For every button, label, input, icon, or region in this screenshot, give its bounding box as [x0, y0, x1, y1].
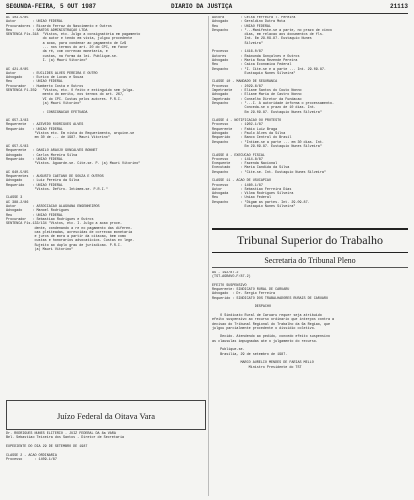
- text-line: AC 421-0/85: [6, 67, 29, 72]
- text-line: Processo : 2029-6/87: [212, 84, 263, 89]
- text-line: VI do CPC. Custas pelos autores. P.R.I.: [6, 97, 122, 102]
- tst-body-text: [212, 271, 408, 496]
- text-line: (a) Mauri Vitorino": [6, 101, 82, 106]
- text-line: Requerente : AZEVEDO RODRIGUES ALVES: [6, 123, 84, 128]
- text-line: cas pleiteadas, acrescidas de correcao monetaria: [6, 230, 133, 235]
- header-publication: DIARIO DA JUSTIÇA: [171, 3, 233, 10]
- text-line: : CONSIGNACAO EFETUADA: [6, 110, 88, 115]
- text-line: Autor : ASSOCIACAO ALAGOANA ENGENHEIROS: [6, 205, 100, 210]
- text-line: MARCO AURELIO MENDES DE FARIAS MELLO: [212, 361, 314, 366]
- text-line: Despacho : "I. Cite-se e a parte ... Int. 29.09.87.: [212, 67, 326, 72]
- text-line: EFEITO SUSPENSIVO: [212, 283, 247, 288]
- text-line: custas, na forma da lei. Publique-se.: [6, 54, 118, 59]
- text-line: Sujeito ao duplo grau de jurisdicao. P.R.I.: [6, 243, 122, 248]
- text-line: Int. Em 29.09.87. Eustaquio Nunes: [212, 37, 312, 42]
- text-line: dente, condenando a re no pagamento das diferen-: [6, 226, 133, 231]
- text-line: AC 657-3/83: [6, 119, 29, 124]
- text-line: ... nos termos do art. 20 do CPC, em favor: [6, 46, 129, 51]
- text-line: DESPACHO: [212, 305, 272, 310]
- text-line: Despacho : "Digam as partes. Int. 29.09.87.: [212, 200, 310, 205]
- text-line: Reu : UNIAO FEDERAL: [6, 213, 63, 218]
- text-line: Autora : Celsa Ferreira T. Pereira: [212, 16, 296, 20]
- text-line: I. (a) Mauri Vitorino": [6, 58, 88, 63]
- page-header: [6, 3, 408, 13]
- text-line: Requerente : Fabio Luiz Braga: [212, 127, 278, 132]
- text-line: Despacho : "...I. A autoridade informa o processamento.: [212, 101, 335, 106]
- column-divider: [208, 16, 209, 496]
- text-line: AC 657-5/83: [6, 144, 29, 149]
- text-line: Brasilia, 29 de setembro de 1987.: [212, 352, 288, 357]
- text-line: Reu : UNIAO FEDERAL: [212, 24, 272, 29]
- text-line: "Vistos. Defiro. Intimem-se. P.R.I.": [6, 187, 108, 192]
- text-line: Reu : UNIAO FEDERAL: [6, 80, 63, 85]
- text-line: Processo : 1409-1/87: [6, 458, 57, 463]
- text-line: julgou parcialmente procedente o dissidio coletivo.: [212, 326, 316, 331]
- text-line: custas e honorarios advocaticios. Custas ex lege.: [6, 239, 135, 244]
- text-line: Dr. RODRIGUES NUNES ELITERIO - JUIZ FEDERAL DA 8a VARA: [6, 432, 116, 436]
- text-line: Impetrante : Eliane Santos do Couto Nonno: [212, 89, 302, 94]
- text-line: Advogado : Paulo Alves da Silva: [212, 132, 286, 137]
- text-line: as clausulas impugnadas ate o julgamento do recurso.: [212, 339, 318, 344]
- text-line: Advogado : Maria Rosa Rezende Pereira: [212, 58, 298, 63]
- header-date: SEGUNDA-FEIRA, 5 OUT 1987: [6, 3, 97, 10]
- text-line: Despacho : "...Manifeste-se a parte, no prazo de cinco: [212, 28, 333, 33]
- text-line: Silveira": [212, 41, 263, 46]
- text-line: Despacho : "Cite-se. Int. Eustaquio Nunes Silveira": [212, 170, 326, 175]
- tst-title: Tribunal Superior do Trabalho: [237, 233, 383, 247]
- text-line: AG - 192/87.2: [212, 271, 239, 275]
- text-line: AC 640-5/85: [6, 170, 29, 175]
- header-rule: [6, 13, 408, 14]
- text-line: Em 29.09.87. Eustaquio Nunes Silveira": [212, 144, 322, 149]
- text-line: Reu : SANTOS ADMINISTRAÇAO LTDA: [6, 28, 88, 33]
- text-line: Requerente : DANILO ARAUJO GONCALVES BONNET: [6, 149, 98, 154]
- text-line: Reu : Uniao Federal: [212, 196, 272, 201]
- text-line: Requerido : SINDICATO DOS TRABALHADORES RURAIS DE CARUARU: [212, 296, 328, 301]
- text-line: mento do merito, nos termos do art. 267,: [6, 93, 125, 98]
- tst-section-header: [212, 255, 408, 268]
- header-page-number: 21113: [389, 3, 408, 10]
- text-line: Advogado : Carlos Moreira Silva: [6, 153, 78, 158]
- text-line: Eustaquio Nunes Silveira": [212, 205, 296, 210]
- text-line: Publique-se.: [212, 348, 245, 353]
- text-line: Ministro Presidente do TST: [212, 365, 302, 370]
- text-line: do autor e tendo em vista, julgou procedente: [6, 37, 133, 42]
- text-line: SENTENCA F1s.318 "Vistos, etc. Julgo a consignatória em pagamento: [6, 33, 141, 38]
- text-line: Advogado : Geraldino Dutra Mota: [212, 20, 286, 25]
- text-line: Eustaquio Nunes Silveira": [212, 71, 296, 76]
- text-line: Processo : 1902-1/87: [212, 123, 263, 128]
- text-line: Impetrado : Conselho Diretor da Fundacao: [212, 97, 302, 102]
- tst-title-box: [212, 228, 408, 253]
- text-line: SENTENCA F1s.133/134 "Vistos, etc. I. Julgo a acao proce-: [6, 222, 122, 227]
- text-line: Decido. Atendendo ao pedido, concedo efeito suspensivo: [212, 335, 331, 340]
- left-section-title: Juízo Federal da Oitava Vara: [56, 411, 156, 421]
- text-line: EXPEDIENTE DO DIA 29 DE SETEMBRO DE 1987: [6, 445, 88, 450]
- text-line: Despacho : "Intime-se a parte ... em 30 dias. Int.: [212, 140, 324, 145]
- text-line: dias, em relacao aos documentos de fls.: [212, 33, 324, 38]
- text-line: Advogado : Luiz Pereira da Silva: [6, 179, 80, 184]
- text-line: Procurador : Sebastiao Rodrigues e Outros: [6, 217, 94, 222]
- text-line: efeito suspensivo ao recurso ordinario que interpos contra a: [212, 318, 335, 323]
- left-section-box: [6, 400, 206, 430]
- text-line: Autor : EUCLIDES ALVES PEREIRA E OUTRO: [6, 71, 98, 76]
- text-line: da ré, com correcao monetaria, e: [6, 50, 108, 55]
- text-line: e juros de mora a partir da citacao, bem como: [6, 235, 127, 240]
- left-column-text: [6, 16, 206, 396]
- text-line: Requerido : UNIAO FEDERAL: [6, 183, 63, 188]
- text-line: Autor : Sebastiao Ferreira Dias: [212, 187, 292, 192]
- text-line: CLASSE 10 - MANDADO DE SEGURANCA: [212, 80, 278, 85]
- text-line: Bel. Sebastiao Teixeira dos Santos - Diretor de Secretaria: [6, 436, 125, 441]
- text-line: Processo : 1416-0/87: [212, 50, 263, 55]
- text-line: Autores : Raimunda Gonçalves e Outros: [212, 54, 300, 59]
- text-line: Procuradores : Ricardo Ferraz do Nascimento e Outros: [6, 24, 112, 29]
- text-line: Exequente : Fazenda Nacional: [212, 162, 278, 167]
- text-line: Processo : 1414-8/87: [212, 157, 263, 162]
- text-line: decisao do Tribunal Regional do Trabalho da 6a Regiao, que: [212, 322, 331, 327]
- text-line: Executado : Maria Candida da Silva: [212, 166, 290, 171]
- text-line: Requerido : Banco Central do Brasil: [212, 136, 292, 141]
- text-line: CLASSE 11 - ACAO DE USUCAPIAO: [212, 179, 272, 184]
- text-line: Advogado : Eliane Maria de Castro Nonno: [212, 93, 302, 98]
- text-line: Requerido : UNIAO FEDERAL: [6, 127, 63, 132]
- tst-section-title: Secretaria do Tribunal Pleno: [264, 256, 356, 265]
- text-line: Reu : Caixa Economica Federal: [212, 63, 292, 68]
- text-line: Advogada : Vilma Rodrigues Silveira: [212, 192, 294, 197]
- right-column-text: [212, 16, 408, 229]
- text-line: Advogado : Eurico de Lucas e Souza: [6, 76, 84, 81]
- text-line: (a) Mauri Vitorino": [6, 248, 74, 253]
- text-line: (TST-AGRAVO-F/87.2): [212, 275, 251, 280]
- text-line: SENTENCA F1.359 "Vistos, etc. O feito e extinguido sem julga-: [6, 89, 135, 94]
- text-line: CLASSE 4 - NOTIFICACAO OU PROTESTO: [212, 119, 282, 124]
- text-line: Processo : 1460-1/87: [212, 183, 263, 188]
- text-line: CLASSE 8 - EXECUCAO FISCAL: [212, 153, 265, 158]
- text-line: AC 388-2/86: [6, 200, 29, 205]
- text-line: Requerentes : AUGUSTO CAETANO DE SOUZA E OUTROS: [6, 174, 104, 179]
- text-line: Autor : UNIAO FEDERAL: [6, 20, 63, 25]
- text-line: CLASSE 2 - ACAO ORDINARIA: [6, 454, 57, 459]
- text-line: "Vistos. Aguarde-se. Cite-se. P. (a) Mauri Vitorino": [6, 162, 141, 167]
- text-line: AC 103-5/85: [6, 16, 29, 20]
- text-line: a acao, para condenar ao pagamento de Cz$: [6, 41, 127, 46]
- text-line: Advogado : Manoel Rodrigues: [6, 209, 70, 214]
- text-line: CLASSE 3: [6, 196, 23, 201]
- text-line: Em 29.09.87. Eustaquio Nunes Silveira": [212, 110, 322, 115]
- text-line: "Vistos etc. Em vista do Requerimento, arquive-se: [6, 132, 135, 137]
- text-line: Requerente: SINDICATO RURAL DE CARUARU: [212, 288, 290, 293]
- text-line: Procurador : Humberto Costa e Outros: [6, 84, 84, 89]
- text-line: Advogado : Dr. Sergio Ferreira: [212, 292, 276, 297]
- text-line: Conceda-se o prazo de 10 dias. Int.: [212, 106, 316, 111]
- text-line: O Sindicato Rural de Caruaru requer seja atribuido: [212, 313, 322, 318]
- text-line: em 30 de ... de 1987. Mauri Vitorino": [6, 136, 110, 141]
- text-line: Requerido : UNIAO FEDERAL: [6, 157, 63, 162]
- below-box-text: [6, 432, 206, 463]
